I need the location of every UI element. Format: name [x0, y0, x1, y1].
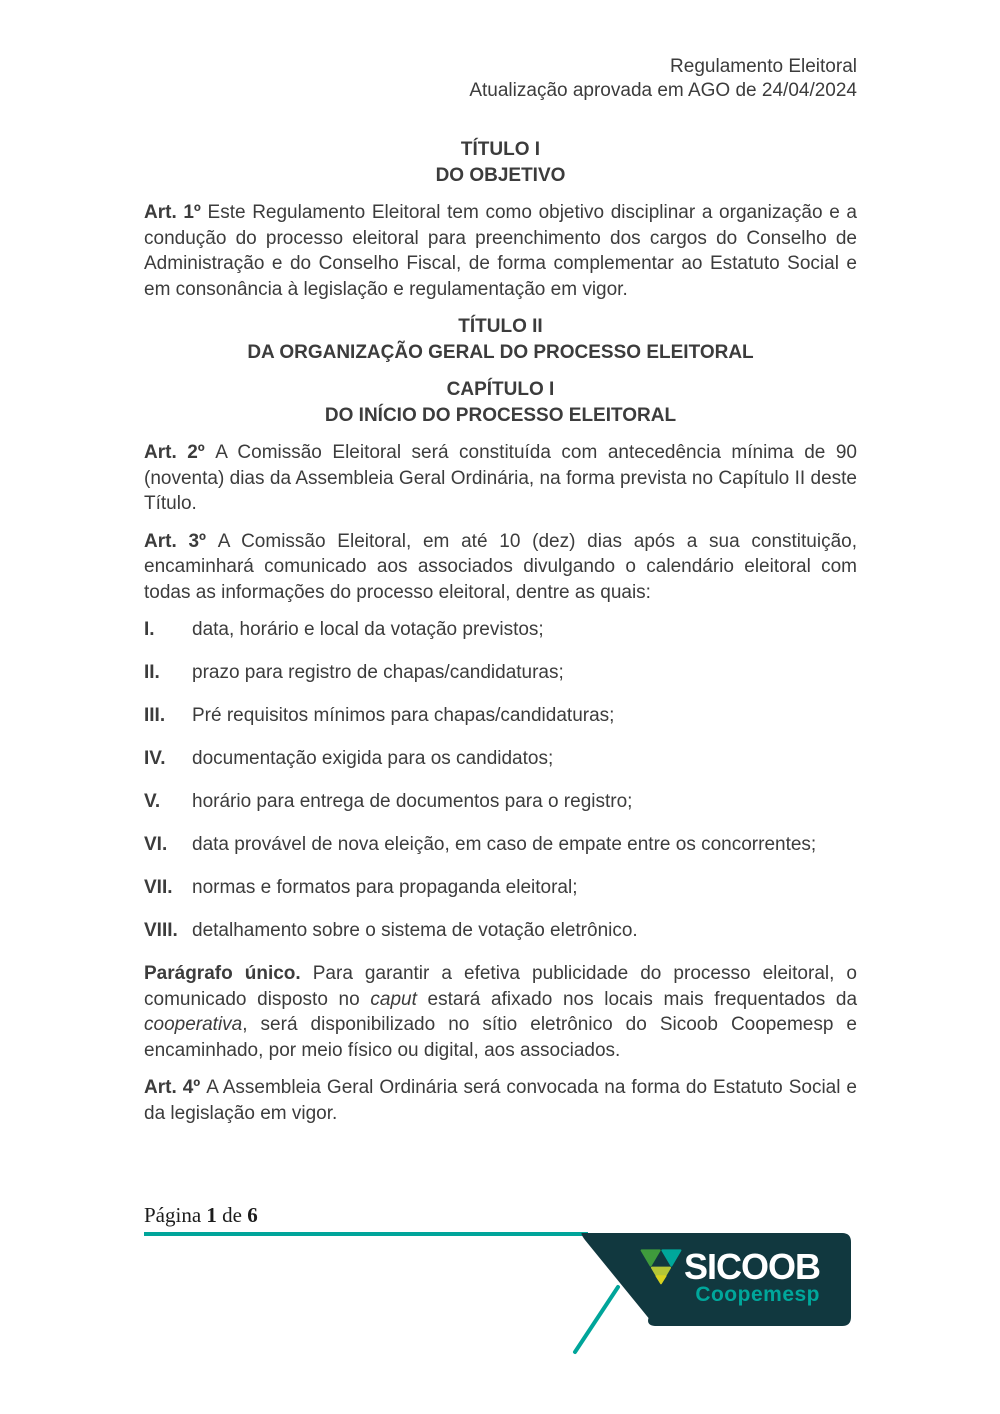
- page-number: [144, 1203, 258, 1228]
- text-run-bold: 6: [247, 1203, 258, 1227]
- list-item-text: normas e formatos para propaganda eleitoral;: [192, 877, 578, 898]
- text-run-italic: cooperativa: [144, 1014, 243, 1035]
- page-header: [469, 55, 857, 103]
- paragraph: [144, 961, 857, 1063]
- list-item-marker: II.: [144, 662, 160, 683]
- header-line-2: Atualização aprovada em AGO de 24/04/2024: [469, 80, 857, 101]
- footer-divider-line: [144, 1232, 588, 1236]
- paragraph: [144, 1075, 857, 1126]
- text-run: Para garantir a efetiva publicidade do processo eleitoral, o comunicado disposto no: [144, 963, 858, 1010]
- list-item-marker: I.: [144, 619, 155, 640]
- text-run-bold: Art. 2º: [144, 442, 216, 463]
- banner-diagonal-line: [575, 1287, 618, 1352]
- section-heading: [144, 377, 857, 428]
- list-item-text: data, horário e local da votação previstos;: [192, 619, 544, 640]
- text-run-bold: Art. 4º: [144, 1077, 207, 1098]
- list-item: [144, 875, 857, 901]
- paragraph: [144, 529, 857, 606]
- text-run: de: [216, 1203, 248, 1227]
- list-item-marker: VII.: [144, 877, 173, 898]
- heading-line: TÍTULO I: [460, 139, 541, 160]
- list-item: [144, 617, 857, 643]
- list-item-text: horário para entrega de documentos para o registro;: [192, 791, 633, 812]
- document-body: [144, 137, 857, 1138]
- list-item-marker: VI.: [144, 834, 168, 855]
- list-item-marker: IV.: [144, 748, 166, 769]
- list-item-marker: V.: [144, 791, 161, 812]
- list-item-marker: VIII.: [144, 920, 178, 941]
- paragraph: [144, 440, 857, 517]
- list-item: [144, 832, 857, 858]
- list-item-text: documentação exigida para os candidatos;: [192, 748, 554, 769]
- sicoob-cooperative-name: Coopemesp: [695, 1283, 820, 1306]
- list-item-text: Pré requisitos mínimos para chapas/candidaturas;: [192, 705, 615, 726]
- list-item: [144, 660, 857, 686]
- text-run: A Comissão Eleitoral, em até 10 (dez) dias após a sua constituição, encaminhará comunicado aos associados divulgando o calendário eleitoral com todas as informações do processo eleitoral, dentre as quais:: [144, 530, 857, 603]
- heading-line: DO OBJETIVO: [435, 164, 566, 186]
- list-item-text: prazo para registro de chapas/candidaturas;: [192, 662, 564, 683]
- text-run: A Comissão Eleitoral será constituída com antecedência mínima de 90 (noventa) dias da Assembleia Geral Ordinária, na forma prevista no Capítulo II deste Título.: [144, 442, 857, 514]
- heading-line: DA ORGANIZAÇÃO GERAL DO PROCESSO ELEITORAL: [247, 341, 754, 363]
- paragraph: [144, 200, 857, 302]
- list-item-marker: III.: [144, 705, 166, 726]
- text-run: , será disponibilizado no sítio eletrônico do Sicoob Coopemesp e encaminhado, por meio físico ou digital, aos associados.: [144, 1014, 857, 1061]
- section-heading: [144, 137, 857, 188]
- sicoob-logo-text: [640, 1246, 820, 1306]
- text-run-bold: Art. 1º: [144, 202, 208, 223]
- list-item-text: data provável de nova eleição, em caso de empate entre os concorrentes;: [192, 834, 817, 855]
- text-run: Página: [144, 1203, 207, 1227]
- list-item: [144, 789, 857, 815]
- heading-line: CAPÍTULO I: [446, 379, 555, 400]
- list-item: [144, 746, 857, 772]
- list-item-text: detalhamento sobre o sistema de votação eletrônico.: [192, 920, 638, 941]
- heading-line: TÍTULO II: [458, 316, 543, 337]
- heading-line: DO INÍCIO DO PROCESSO ELEITORAL: [324, 404, 677, 426]
- sicoob-brand-name: SICOOB: [683, 1246, 820, 1287]
- text-run-bold: Art. 3º: [144, 530, 218, 552]
- text-run-bold: Parágrafo único.: [144, 963, 313, 984]
- text-run: estará afixado nos locais mais frequentados da: [416, 988, 858, 1010]
- list-item: [144, 918, 857, 944]
- text-run-bold: 1: [206, 1203, 217, 1227]
- list-item: [144, 703, 857, 729]
- text-run: Este Regulamento Eleitoral tem como objetivo disciplinar a organização e a condução do processo eleitoral para preenchimento dos cargos do Conselho de Administração e do Conselho Fiscal, de forma complementar ao Estatuto Social e em consonância à legislação e regulamentação em vigor.: [144, 202, 857, 300]
- text-run: A Assembleia Geral Ordinária será convocada na forma do Estatuto Social e da legislação em vigor.: [144, 1077, 857, 1124]
- header-line-1: Regulamento Eleitoral: [670, 56, 857, 77]
- section-heading: [144, 314, 857, 365]
- text-run-italic: caput: [370, 988, 417, 1010]
